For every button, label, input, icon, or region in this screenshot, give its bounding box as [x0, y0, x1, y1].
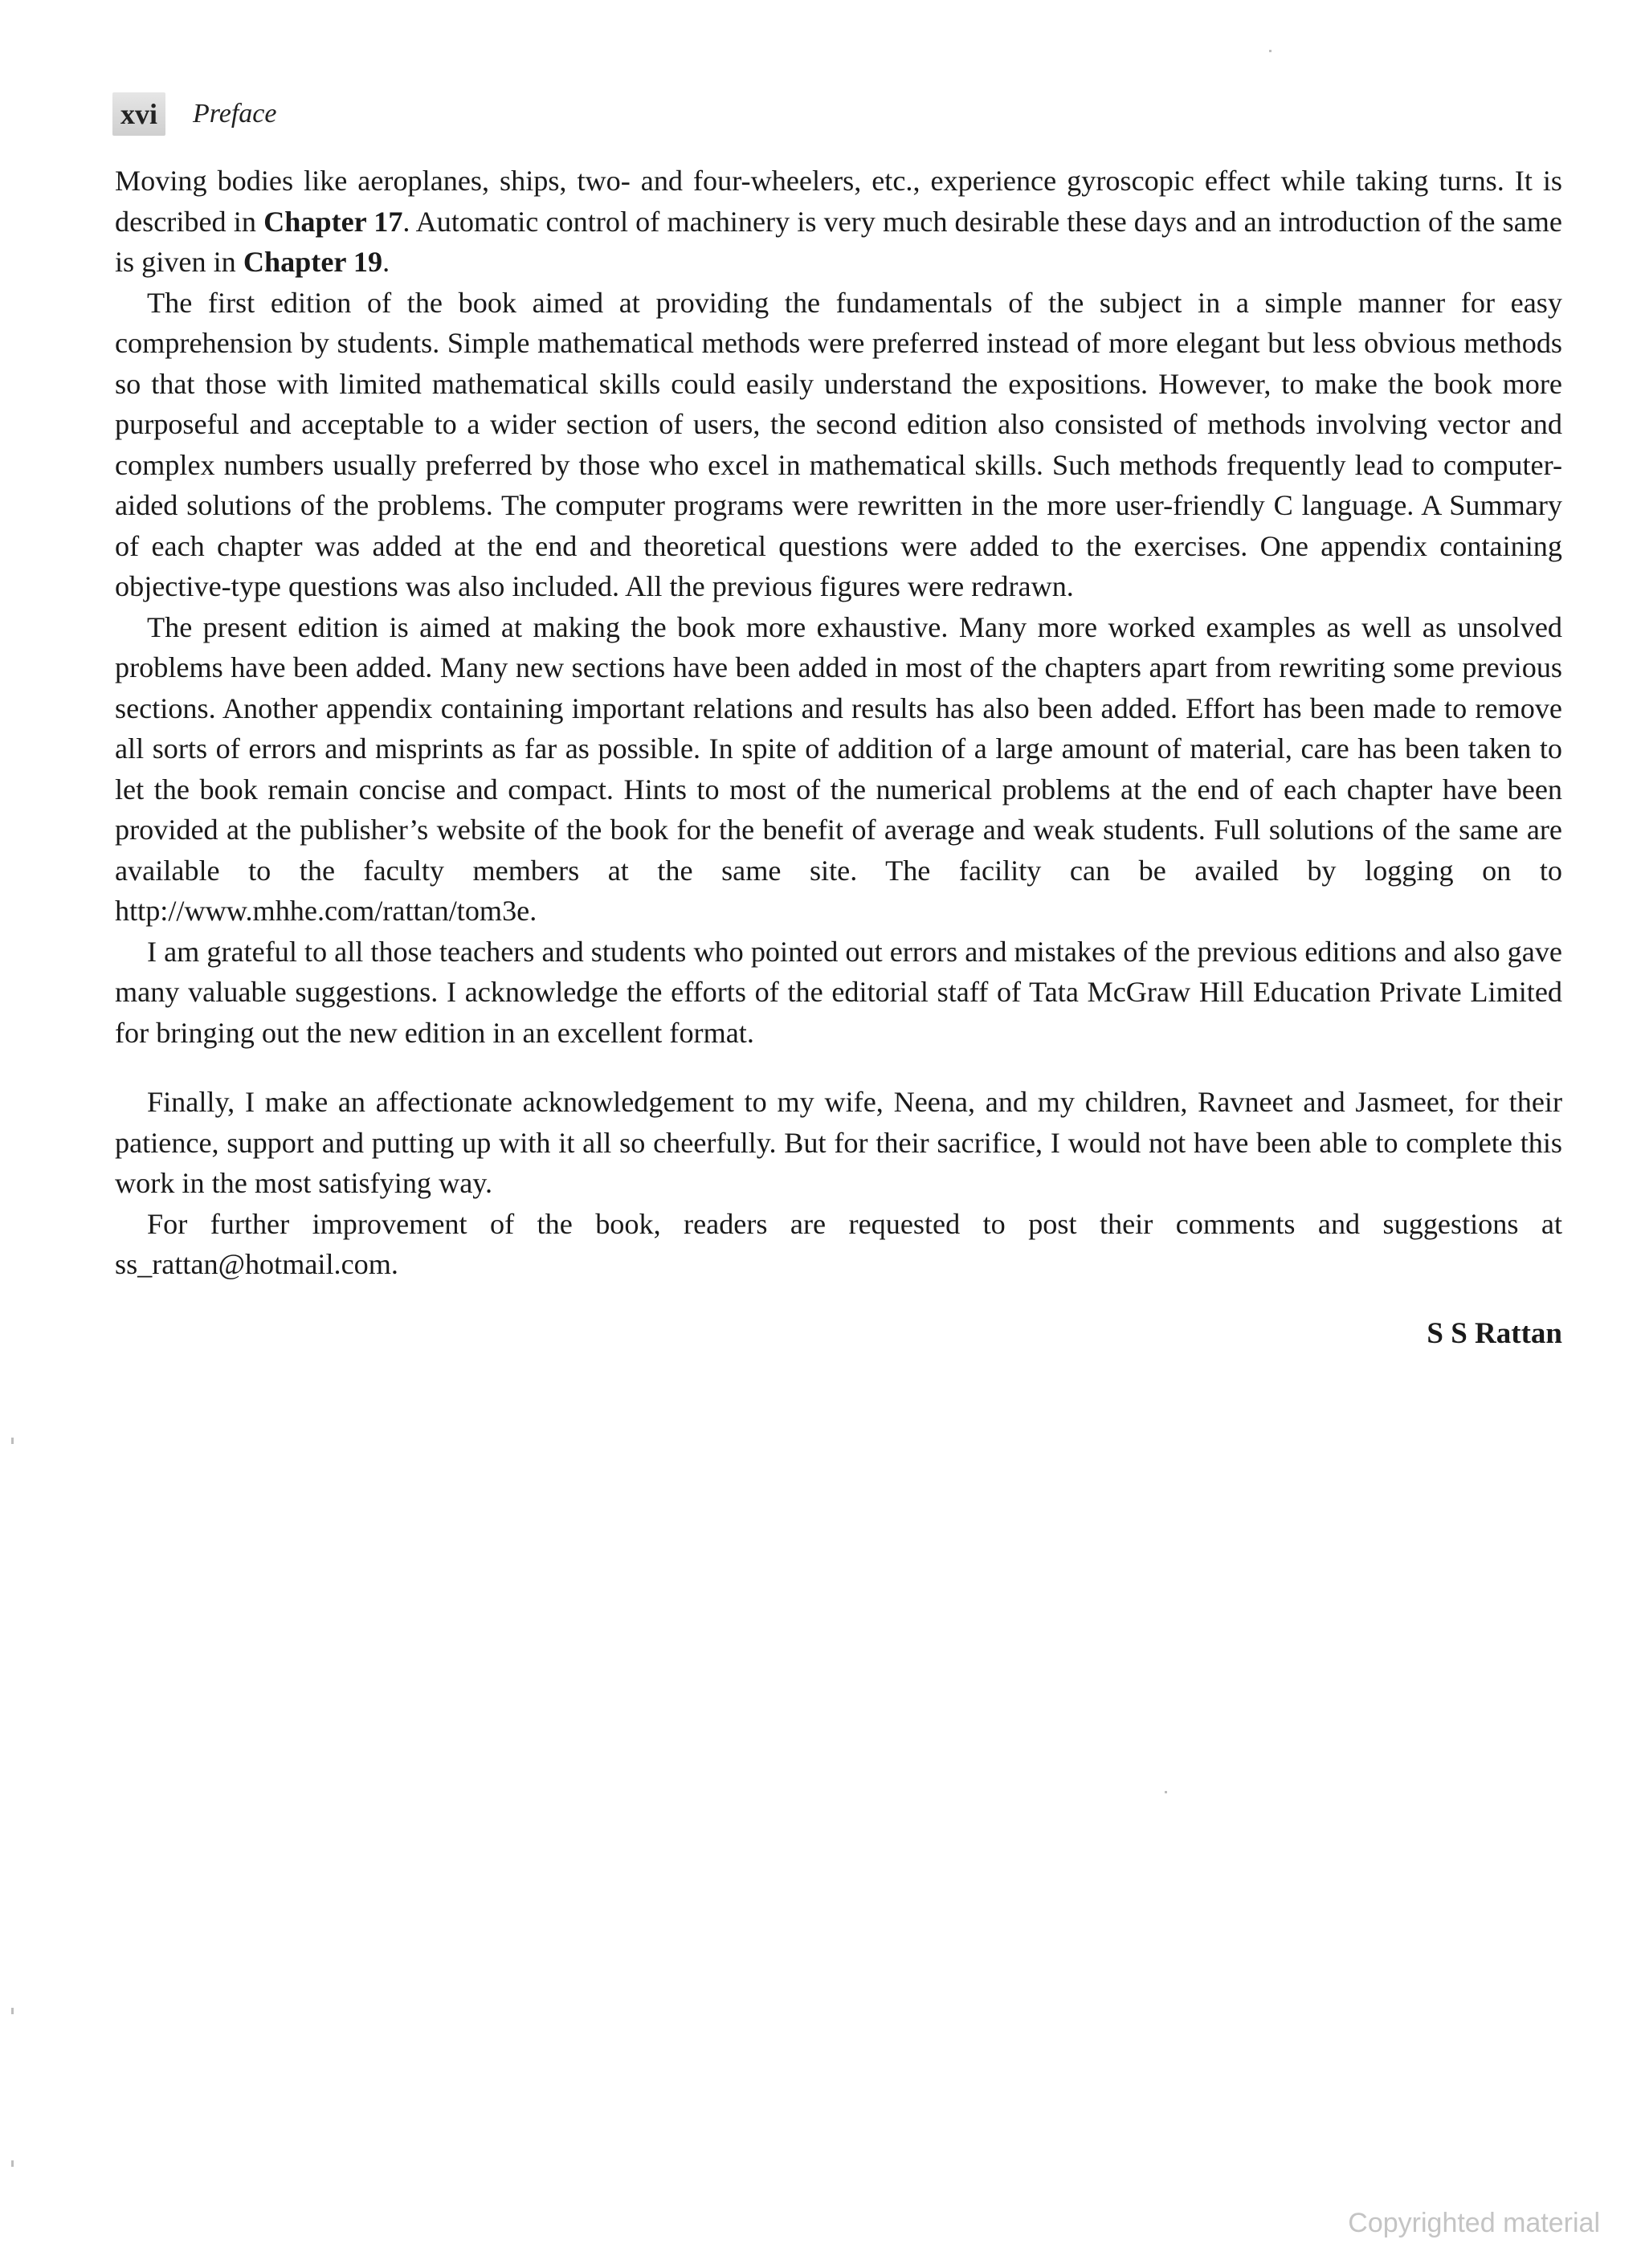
scan-speck — [11, 2160, 14, 2167]
chapter-reference: Chapter 17 — [263, 205, 403, 238]
copyright-watermark: Copyrighted material — [1348, 2208, 1600, 2238]
scan-speck — [11, 2008, 14, 2014]
scan-speck — [1269, 50, 1272, 52]
scan-speck — [1165, 1791, 1167, 1793]
text-run: Finally, I make an affectionate acknowledgement to my wife, Neena, and my children, Ravneet and Jasmeet, for their patience, support and putting up with it all so cheerfully. But for their sacrifice, I would not have been able to complete this work in the most satisfying way. — [115, 1086, 1562, 1199]
text-run: For further improvement of the book, readers are requested to post their comments and suggestions at ss_rattan@hotmail.com. — [115, 1207, 1562, 1280]
paragraph-5 — [115, 1082, 1562, 1204]
text-run: The present edition is aimed at making the book more exhaustive. Many more worked examples as well as unsolved problems have been added. Many new sections have been added in most of the chapters apart from rewriting some previous sections. Another appendix containing important relations and results has also been added. Effort has been made to remove all sorts of errors and misprints as far as possible. In spite of addition of a large amount of material, care has been taken to let the book remain concise and compact. Hints to most of the numerical problems at the end of each chapter have been provided at the publisher’s website of the book for the benefit of average and weak students. Full solutions of the same are available to the faculty members at the same site. The facility can be availed by logging on to http://www.mhhe.com/rattan/tom3e. — [115, 610, 1562, 927]
text-run: . Automatic control of machinery is very much desirable these days and an introduction of the same is given in — [115, 205, 1562, 278]
paragraph-6 — [115, 1204, 1562, 1285]
paragraph-3 — [115, 607, 1562, 932]
author-signature: S S Rattan — [1427, 1316, 1562, 1350]
preface-body — [115, 161, 1562, 1354]
text-run: Moving bodies like aeroplanes, ships, two- and four-wheelers, etc., experience gyroscopic effect while taking turns. It is described in — [115, 165, 1562, 238]
text-run: The first edition of the book aimed at providing the fundamentals of the subject in a simple manner for easy comprehension by students. Simple mathematical methods were preferred instead of more elegant but less obvious methods so that those with limited mathematical skills could easily understand the expositions. However, to make the book more purposeful and acceptable to a wider section of users, the second edition also consisted of methods involving vector and complex numbers usually preferred by those who excel in mathematical skills. Such methods frequently lead to computer-aided solutions of the problems. The computer programs were rewritten in the more user-friendly C language. A Summary of each chapter was added at the end and theoretical questions were added to the exercises. One appendix containing objective-type questions was also included. All the previous figures were redrawn. — [115, 286, 1562, 602]
text-run: I am grateful to all those teachers and students who pointed out errors and mistakes of the previous editions and also gave many valuable suggestions. I acknowledge the efforts of the editorial staff of Tata McGraw Hill Education Private Limited for bringing out the new edition in an excellent format. — [115, 935, 1562, 1049]
scan-speck — [11, 1438, 14, 1444]
chapter-reference: Chapter 19 — [243, 246, 383, 278]
paragraph-4 — [115, 932, 1562, 1054]
text-run: . — [382, 246, 390, 278]
page-number: xvi — [112, 92, 165, 136]
paragraph-1 — [115, 161, 1562, 283]
page-header — [112, 90, 276, 138]
paragraph-2 — [115, 283, 1562, 607]
running-head: Preface — [193, 99, 277, 128]
